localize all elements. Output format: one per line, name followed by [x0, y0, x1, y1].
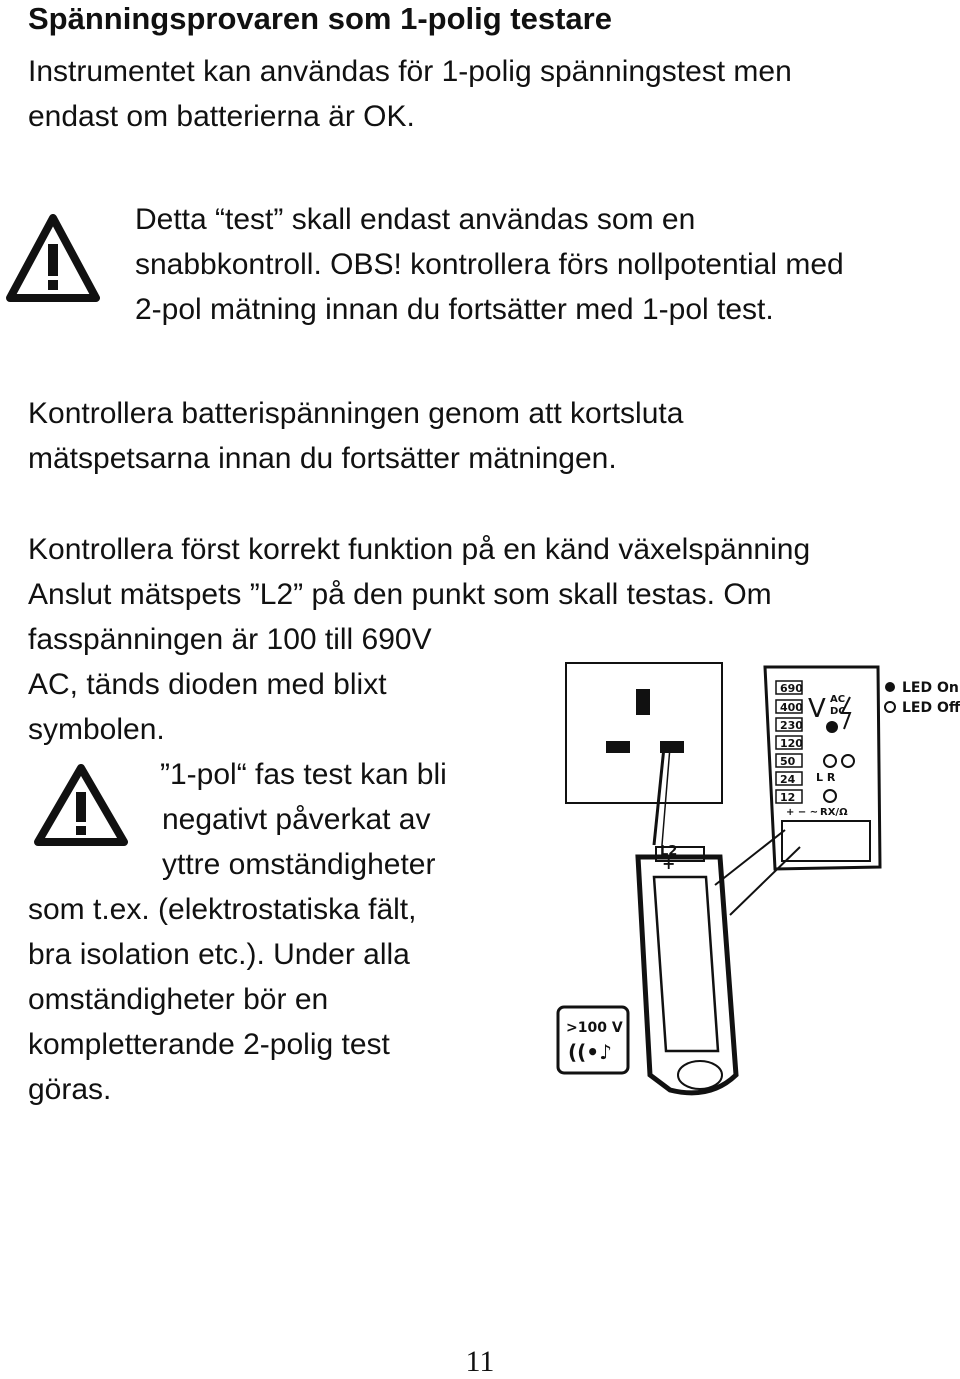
closing-line-4: kompletterande 2-polig test	[28, 1028, 390, 1061]
over-100v-indicator	[558, 1007, 628, 1073]
closing-line-1: som t.ex. (elektrostatiska fält,	[28, 893, 417, 926]
warning1-line-1: Detta “test” skall endast användas som en	[135, 203, 696, 236]
svg-text:+ − ∼: + − ∼	[786, 807, 819, 818]
svg-text:120: 120	[780, 737, 803, 750]
closing-line-3: omständigheter bör en	[28, 983, 329, 1016]
wall-socket	[566, 663, 722, 803]
svg-text:230: 230	[780, 719, 803, 732]
warning1-line-2: snabbkontroll. OBS! kontrollera förs nollpotential med	[135, 248, 844, 281]
closing-line-2: bra isolation etc.). Under alla	[28, 938, 410, 971]
svg-text:+: +	[662, 854, 676, 873]
procedure-line-1: Kontrollera först korrekt funktion på en känd växelspänning	[28, 533, 811, 566]
svg-text:24: 24	[780, 773, 796, 786]
warning1-line-3: 2-pol mätning innan du fortsätter med 1-pol test.	[135, 293, 774, 326]
svg-text:690: 690	[780, 682, 803, 695]
svg-text:L2: L2	[660, 844, 678, 859]
page-title: Spänningsprovaren som 1-polig testare	[28, 1, 612, 36]
svg-text:LED Off: LED Off	[902, 700, 960, 716]
page-number: 11	[465, 1345, 495, 1378]
warning2-line-3: yttre omständigheter	[162, 848, 436, 881]
battery-line-1: Kontrollera batterispänningen genom att kortsluta	[28, 397, 684, 430]
procedure-line-5: symbolen.	[28, 713, 165, 746]
svg-text:LED On: LED On	[902, 680, 959, 696]
procedure-line-4: AC, tänds dioden med blixt	[28, 668, 387, 701]
display-panel	[765, 667, 880, 869]
procedure-line-2: Anslut mätspets ”L2” på den punkt som skall testas. Om	[28, 578, 772, 611]
svg-text:DC: DC	[830, 706, 846, 717]
svg-text:RX/Ω: RX/Ω	[820, 807, 848, 818]
probe	[654, 747, 670, 845]
warning2-line-2: negativt påverkat av	[162, 803, 431, 836]
svg-text:V: V	[808, 694, 826, 724]
intro-line-1: Instrumentet kan användas för 1-polig spänningstest men	[28, 55, 792, 88]
warning2-line-1: ”1-pol“ fas test kan bli	[160, 758, 447, 791]
tester-illustration	[550, 655, 960, 1105]
warning-icon	[6, 214, 100, 302]
svg-text:((•♪: ((•♪	[568, 1040, 612, 1064]
intro-line-2: endast om batterierna är OK.	[28, 100, 415, 133]
svg-text:50: 50	[780, 755, 796, 768]
warning-icon-2	[34, 764, 128, 846]
svg-text:>100 V: >100 V	[566, 1020, 623, 1036]
svg-text:400: 400	[780, 701, 803, 714]
battery-line-2: mätspetsarna innan du fortsätter mätningen.	[28, 442, 617, 475]
led-legend	[885, 680, 960, 716]
closing-line-5: göras.	[28, 1073, 112, 1106]
svg-text:L R: L R	[816, 771, 836, 784]
procedure-line-3: fasspänningen är 100 till 690V	[28, 623, 432, 656]
probe-body	[638, 844, 736, 1093]
svg-text:AC: AC	[830, 694, 846, 705]
svg-text:12: 12	[780, 791, 796, 804]
